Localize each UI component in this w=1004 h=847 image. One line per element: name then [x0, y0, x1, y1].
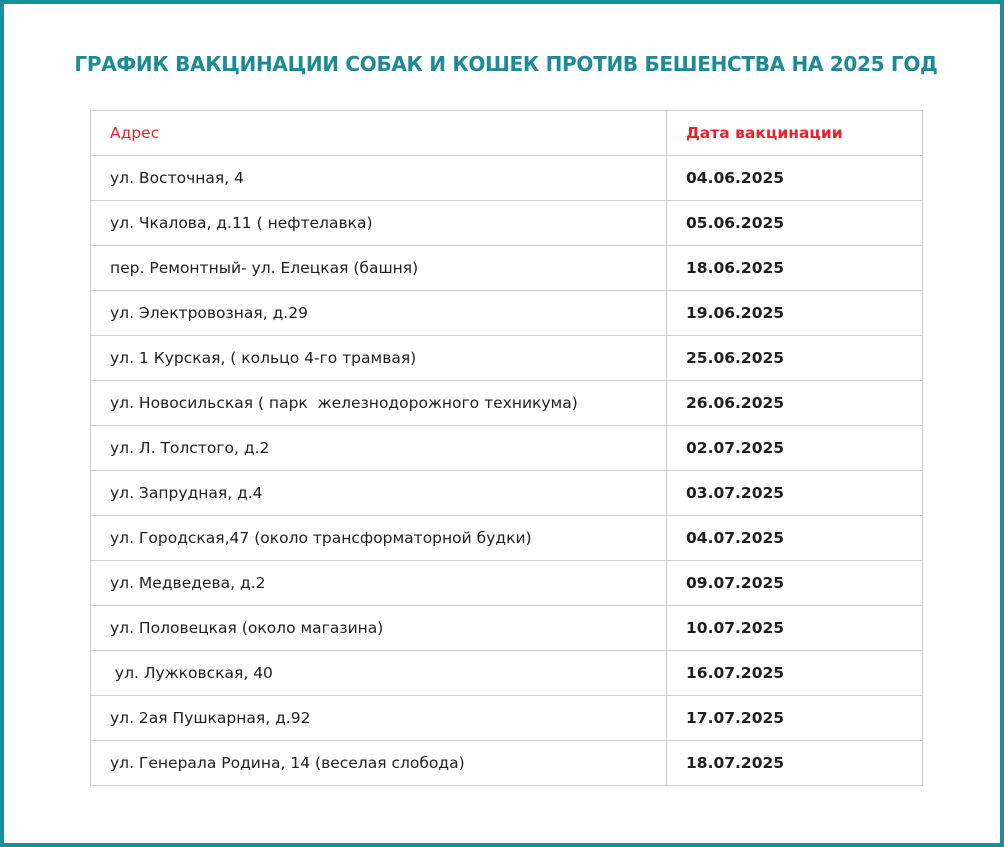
date-cell: 17.07.2025 — [667, 696, 923, 741]
vaccination-schedule-table — [90, 110, 923, 786]
address-cell: ул. Новосильская ( парк железнодорожного техникума) — [91, 381, 667, 426]
date-cell: 18.06.2025 — [667, 246, 923, 291]
table-row — [91, 201, 923, 246]
date-cell: 26.06.2025 — [667, 381, 923, 426]
date-cell: 03.07.2025 — [667, 471, 923, 516]
date-cell: 02.07.2025 — [667, 426, 923, 471]
page-title: ГРАФИК ВАКЦИНАЦИИ СОБАК И КОШЕК ПРОТИВ БЕШЕНСТВА НА 2025 ГОД — [74, 52, 938, 76]
table-row — [91, 426, 923, 471]
table-row — [91, 471, 923, 516]
address-cell: ул. Медведева, д.2 — [91, 561, 667, 606]
table-body — [91, 156, 923, 786]
table-row — [91, 741, 923, 786]
table-header-row — [91, 111, 923, 156]
date-cell: 19.06.2025 — [667, 291, 923, 336]
date-cell: 05.06.2025 — [667, 201, 923, 246]
address-column-header: Адрес — [91, 111, 667, 156]
table-row — [91, 291, 923, 336]
date-cell: 09.07.2025 — [667, 561, 923, 606]
address-cell: ул. 2ая Пушкарная, д.92 — [91, 696, 667, 741]
date-cell: 04.06.2025 — [667, 156, 923, 201]
table-row — [91, 381, 923, 426]
table-row — [91, 606, 923, 651]
address-cell: ул. Восточная, 4 — [91, 156, 667, 201]
address-cell: ул. Генерала Родина, 14 (веселая слобода) — [91, 741, 667, 786]
table-row — [91, 246, 923, 291]
table-row — [91, 336, 923, 381]
address-cell: ул. Городская,47 (около трансформаторной будки) — [91, 516, 667, 561]
table-row — [91, 696, 923, 741]
address-cell: ул. Электровозная, д.29 — [91, 291, 667, 336]
date-cell: 10.07.2025 — [667, 606, 923, 651]
date-cell: 25.06.2025 — [667, 336, 923, 381]
date-column-header: Дата вакцинации — [667, 111, 923, 156]
date-cell: 04.07.2025 — [667, 516, 923, 561]
address-cell: ул. Чкалова, д.11 ( нефтелавка) — [91, 201, 667, 246]
address-cell: ул. Половецкая (около магазина) — [91, 606, 667, 651]
address-cell: ул. 1 Курская, ( кольцо 4-го трамвая) — [91, 336, 667, 381]
table-row — [91, 561, 923, 606]
table-row — [91, 651, 923, 696]
address-cell: пер. Ремонтный- ул. Елецкая (башня) — [91, 246, 667, 291]
table-row — [91, 516, 923, 561]
date-cell: 16.07.2025 — [667, 651, 923, 696]
date-cell: 18.07.2025 — [667, 741, 923, 786]
address-cell: ул. Запрудная, д.4 — [91, 471, 667, 516]
address-cell: ул. Лужковская, 40 — [91, 651, 667, 696]
address-cell: ул. Л. Толстого, д.2 — [91, 426, 667, 471]
table-row — [91, 156, 923, 201]
